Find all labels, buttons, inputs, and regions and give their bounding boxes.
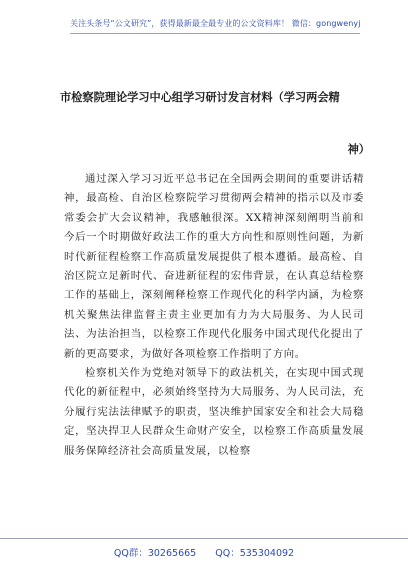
footer-contact bbox=[0, 538, 408, 559]
title-line-2: 神） bbox=[347, 143, 370, 156]
paragraph-1: 通过深入学习习近平总书记在全国两会期间的重要讲话精神，最高检、自治区检察院学习贯彻两会精神的指示以及市委常委会扩大会议精神，我感触很深。XX精神深刻阐明当前和今后一个时期做好政法工作的重大方向性和原则性问题，为新时代新征程检察工作高质量发展提供了根本遵循。最高检、自治区院立足新时代、奋进新征程的宏伟背景，在认真总结检察工作的基础上，深刻阐释检察工作现代化的科学内涵，为检察机关聚焦法律监督主责主业更加有力为大局服务、为人民司法、为法治担当，以检察工作现代化服务中国式现代化提出了新的更高要求，为做好各项检察工作指明了方向。 bbox=[64, 173, 364, 360]
footer-qq: QQ：535304092 bbox=[215, 548, 295, 559]
title-line-1: 市检察院理论学习中心组学习研讨发言材料（学习两会精 bbox=[60, 91, 340, 104]
footer-qq-group: QQ群：30265665 bbox=[113, 548, 197, 559]
document-title bbox=[40, 72, 370, 176]
document-body bbox=[64, 170, 364, 461]
paragraph-2: 检察机关作为党绝对领导下的政法机关，在实现中国式现代化的新征程中，必须始终坚持为大局服务、为人民司法，充分履行宪法法律赋予的职责，坚决维护国家安全和社会大局稳定，坚决捍卫人民群众生命财产安全，以检察工作高质量发展服务保障经济社会高质量发展，以检察 bbox=[64, 367, 364, 457]
header-banner: 关注头条号“公文研究”，获得最新最全最专业的公文资料库！ 微信：gongwenyj bbox=[70, 18, 360, 34]
